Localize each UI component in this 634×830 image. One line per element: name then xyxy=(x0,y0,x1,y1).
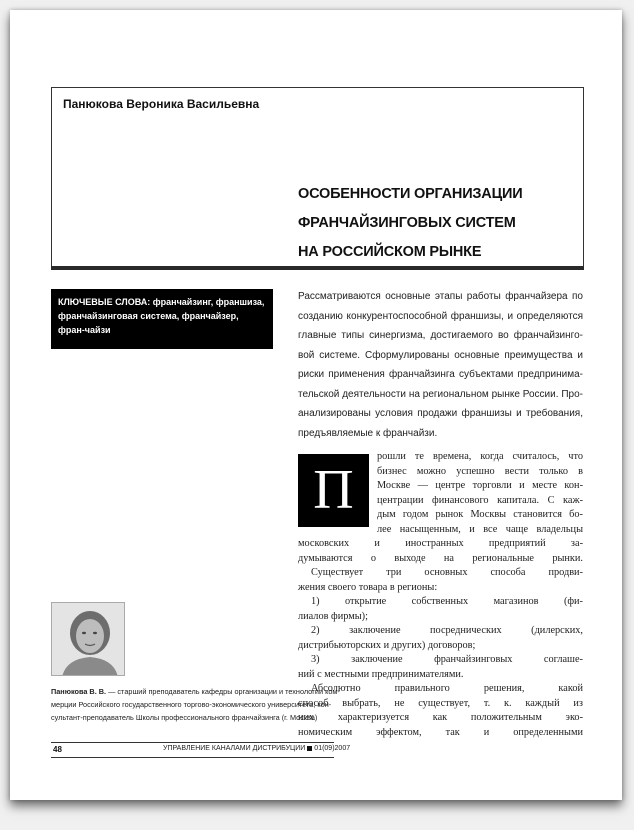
body-line: Москве — центре торговли и месте кон- xyxy=(377,480,583,491)
footer-rule-bottom xyxy=(51,757,334,758)
body-line: Существует три основных способа продви- xyxy=(311,567,583,578)
footer-rule-top xyxy=(51,742,334,743)
bio-author-name: Панюкова В. В. xyxy=(51,687,107,696)
body-line: способ выбрать, не существует, т. к. каждый из xyxy=(298,697,583,709)
journal-issue: 01(09)2007 xyxy=(314,745,351,752)
body-line: номическим эффектом, так и определенными xyxy=(298,726,583,738)
body-line: дым годом рынок Москвы становится бо- xyxy=(377,509,583,520)
author-bio xyxy=(51,685,341,724)
author-name: Панюкова Вероника Васильевна xyxy=(63,97,260,111)
body-line: московских и иностранных предприятий за- xyxy=(298,538,583,549)
author-photo xyxy=(51,602,125,676)
body-line: 1) открытие собственных магазинов (фи- xyxy=(311,596,583,607)
body-line: центрации финансового капитала. С каж- xyxy=(377,494,583,506)
journal-footer xyxy=(163,745,350,752)
body-line: 3) заключение франчайзинговых соглаше- xyxy=(311,654,583,665)
body-line: лиалов фирмы); xyxy=(298,610,368,622)
body-line: думываются о выходе на региональные рынки. xyxy=(298,552,583,564)
body-line: рошли те времена, когда считалось, что xyxy=(377,451,583,462)
page-number: 48 xyxy=(53,745,62,754)
body-line: жения своего товара в регионы: xyxy=(298,581,438,593)
body-line: ний с местными предпринимателями. xyxy=(298,668,464,680)
abstract: Рассматриваются основные этапы работы франчайзера по созданию конкурентоспособной франшизы, и определяются главные типы синергизма, достигаемого во франчайзинго-вой системе. Сформулированы основные преимущества и риски применения франчайзинга субъектами предпринима-тельской деятельности на региональном рынке России. Про-анализированы условия продажи франшизы и требования, предъявляемые к франчайзи. xyxy=(298,291,583,439)
body-line: 2) заключение посреднических (дилерских, xyxy=(311,625,583,636)
author-photo-image xyxy=(52,603,125,676)
body-line: дистрибьюторских и других) договоров; xyxy=(298,639,476,651)
body-line: лее насыщенным, и все чаще владельцы xyxy=(377,523,583,535)
title-line-3: НА РОССИЙСКОМ РЫНКЕ xyxy=(298,244,482,260)
body-line: бизнес можно успешно вести только в xyxy=(377,465,583,477)
article-title xyxy=(298,180,568,267)
bio-text: — старший преподаватель кафедры организации и технологии ком-мерции Российского государственного торгово-экономического университета, кон-сультант-преподаватель Школы профессионального франчайзинга (г. Москва) xyxy=(51,687,340,722)
journal-name: УПРАВЛЕНИЕ КАНАЛАМИ ДИСТРИБУЦИИ xyxy=(163,745,306,752)
title-line-2: ФРАНЧАЙЗИНГОВЫХ СИСТЕМ xyxy=(298,215,516,231)
keywords-box: КЛЮЧЕВЫЕ СЛОВА: франчайзинг, франшиза, франчайзинговая система, франчайзер, фран-чайзи xyxy=(51,289,273,349)
title-line-1: ОСОБЕННОСТИ ОРГАНИЗАЦИИ xyxy=(298,186,523,202)
body-line: них характеризуется как положительным эко- xyxy=(298,712,583,723)
separator-square-icon xyxy=(307,746,312,751)
body-line: Абсолютно правильного решения, какой xyxy=(311,683,583,694)
drop-cap: П xyxy=(298,454,369,527)
